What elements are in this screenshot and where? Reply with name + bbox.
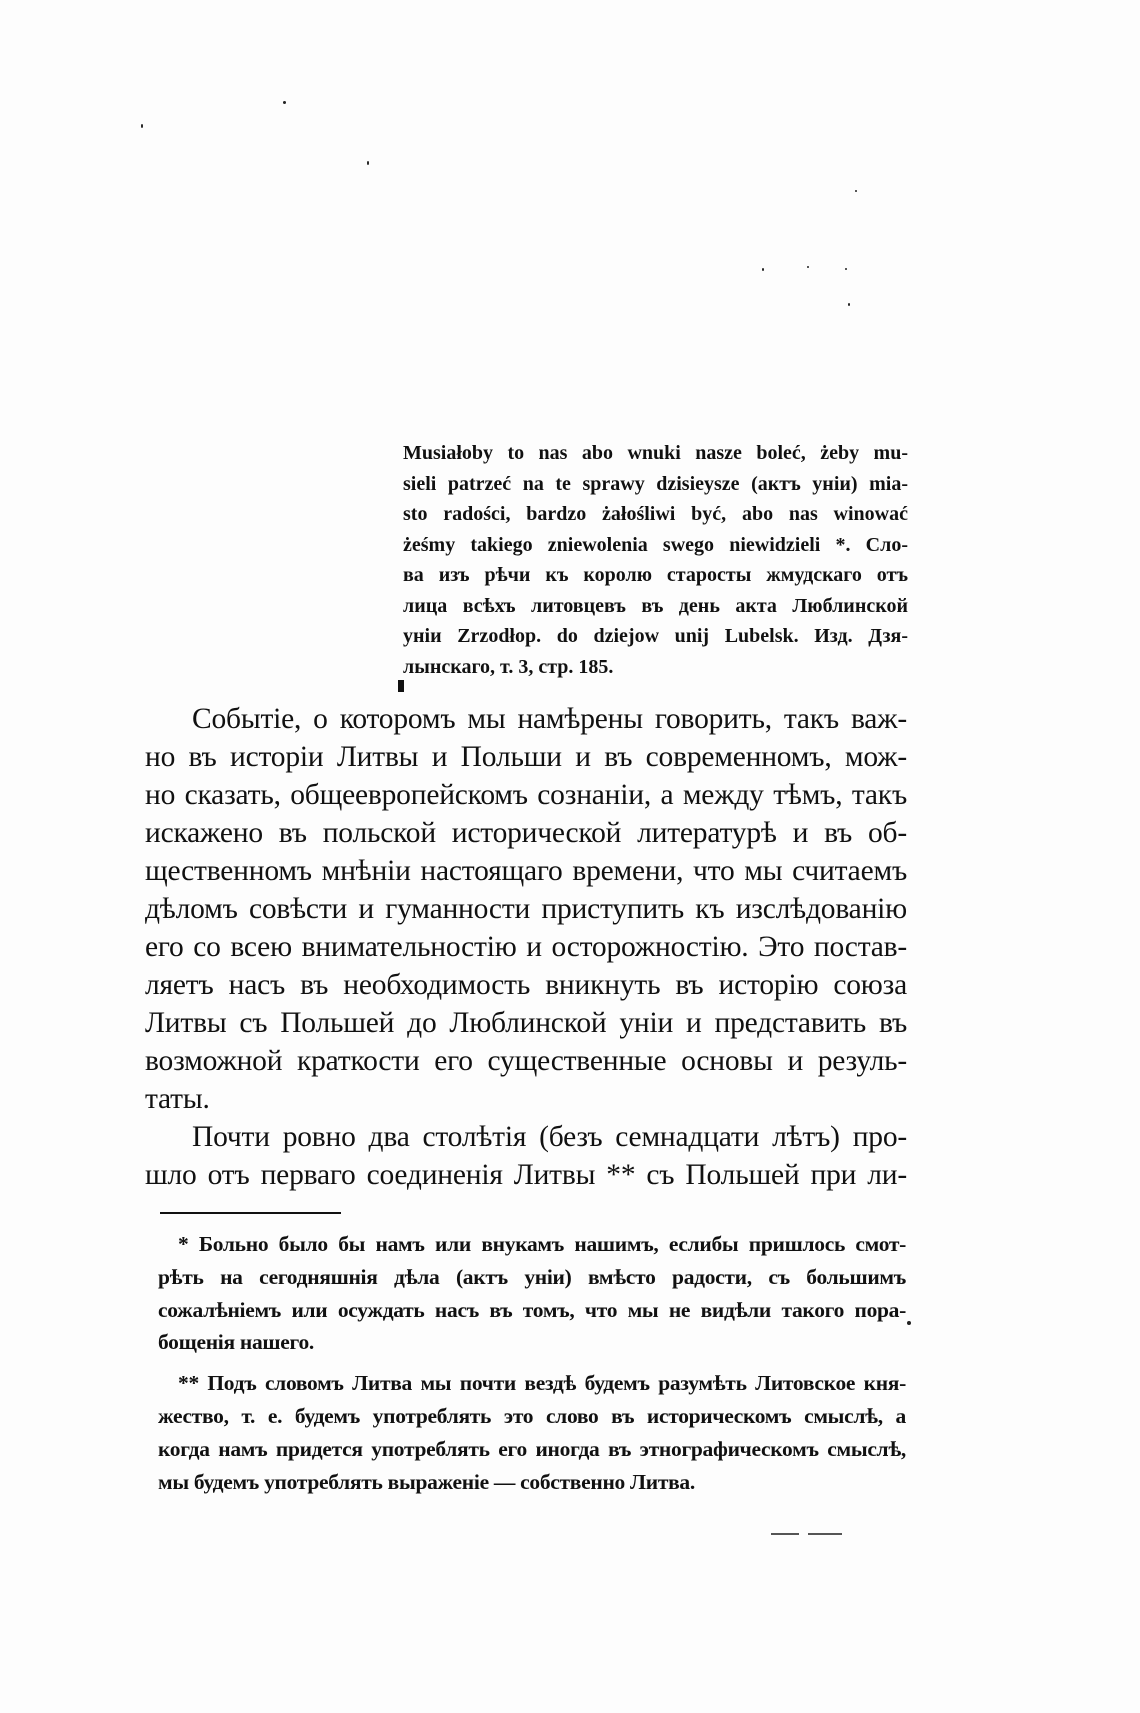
scan-speck bbox=[807, 266, 809, 268]
footnote-line: бощенія нашего. bbox=[158, 1330, 314, 1355]
footnote-line: жество, т. е. будемъ употреблять это слово въ историческомъ смыслѣ, а bbox=[158, 1403, 906, 1428]
scan-speck bbox=[808, 1533, 842, 1535]
scan-speck bbox=[283, 101, 286, 104]
footnote-line: мы будемъ употреблять выраженіе — собственно Литва. bbox=[158, 1469, 695, 1494]
body-line: таты. bbox=[145, 1083, 210, 1115]
footnotes bbox=[158, 1228, 906, 1498]
epigraph-line: sieli patrzeć na te sprawy dzisieysze (актъ уніи) mia- bbox=[403, 472, 908, 495]
epigraph-line: лынскаго, т. 3, стр. 185. bbox=[403, 655, 614, 678]
epigraph-line: Musiałoby to nas abo wnuki nasze boleć, żeby mu- bbox=[403, 442, 908, 464]
body-line: искажено въ польской исторической литературѣ и въ об- bbox=[145, 817, 907, 849]
footnote-line: * Больно было бы намъ или внукамъ нашимъ, еслибы пришлось смот- bbox=[178, 1232, 906, 1256]
body-line: дѣломъ совѣсти и гуманности приступить къ изслѣдованію bbox=[145, 893, 907, 925]
body-line: Почти ровно два столѣтія (безъ семнадцати лѣтъ) про- bbox=[192, 1121, 907, 1153]
body-line: возможной краткости его существенные основы и резуль- bbox=[145, 1045, 907, 1077]
scan-speck bbox=[771, 1533, 799, 1535]
epigraph-line: żeśmy takiego zniewolenia swego niewidzieli *. Сло- bbox=[403, 533, 908, 556]
epigraph-line: ва изъ рѣчи къ королю старосты жмудскаго отъ bbox=[403, 564, 908, 586]
scan-speck bbox=[855, 190, 857, 192]
body-text bbox=[145, 700, 907, 1194]
footnote-line: когда намъ придется употреблять его иногда въ этнографическомъ смыслѣ, bbox=[158, 1436, 906, 1461]
epigraph-line: sto radości, bardzo żałośliwi być, abo nas winować bbox=[403, 503, 908, 525]
footnote-line: сожалѣніемъ или осуждать насъ въ томъ, что мы не видѣли такого пора- bbox=[158, 1297, 906, 1322]
scan-speck bbox=[907, 1321, 911, 1325]
scan-speck bbox=[141, 124, 143, 128]
body-line: Событіе, о которомъ мы намѣрены говорить, такъ важ- bbox=[192, 703, 907, 735]
epigraph-line: уніи Zrzodłop. do dziejow unij Lubelsk. Изд. Дзя- bbox=[403, 625, 908, 647]
scan-speck bbox=[845, 268, 847, 270]
body-line: щественномъ мнѣніи настоящаго времени, что мы считаемъ bbox=[145, 855, 907, 887]
body-line: ляетъ насъ въ необходимость вникнуть въ исторію союза bbox=[145, 969, 907, 1001]
epigraph bbox=[403, 438, 908, 682]
scan-speck bbox=[762, 268, 764, 271]
body-line: но сказать, общеевропейскомъ сознаніи, а между тѣмъ, такъ bbox=[145, 779, 907, 811]
body-line: шло отъ перваго соединенія Литвы ** съ Польшей при ли- bbox=[145, 1159, 907, 1191]
scan-speck bbox=[848, 303, 850, 306]
footnote-line: рѣть на сегодняшнія дѣла (актъ уніи) вмѣсто радости, съ большимъ bbox=[158, 1264, 906, 1289]
epigraph-line: лица всѣхъ литовцевъ въ день акта Люблинской bbox=[403, 594, 908, 617]
body-line: его со всею внимательностію и осторожностію. Это постав- bbox=[145, 931, 907, 963]
footnote-separator bbox=[160, 1212, 341, 1214]
scan-speck bbox=[367, 161, 369, 165]
body-line: Литвы съ Польшей до Люблинской уніи и представить въ bbox=[145, 1007, 907, 1039]
ornament-mark bbox=[398, 680, 404, 692]
body-line: но въ исторіи Литвы и Польши и въ современномъ, мож- bbox=[145, 741, 907, 773]
footnote-line: ** Подъ словомъ Литва мы почти вездѣ будемъ разумѣть Литовское кня- bbox=[178, 1371, 906, 1396]
